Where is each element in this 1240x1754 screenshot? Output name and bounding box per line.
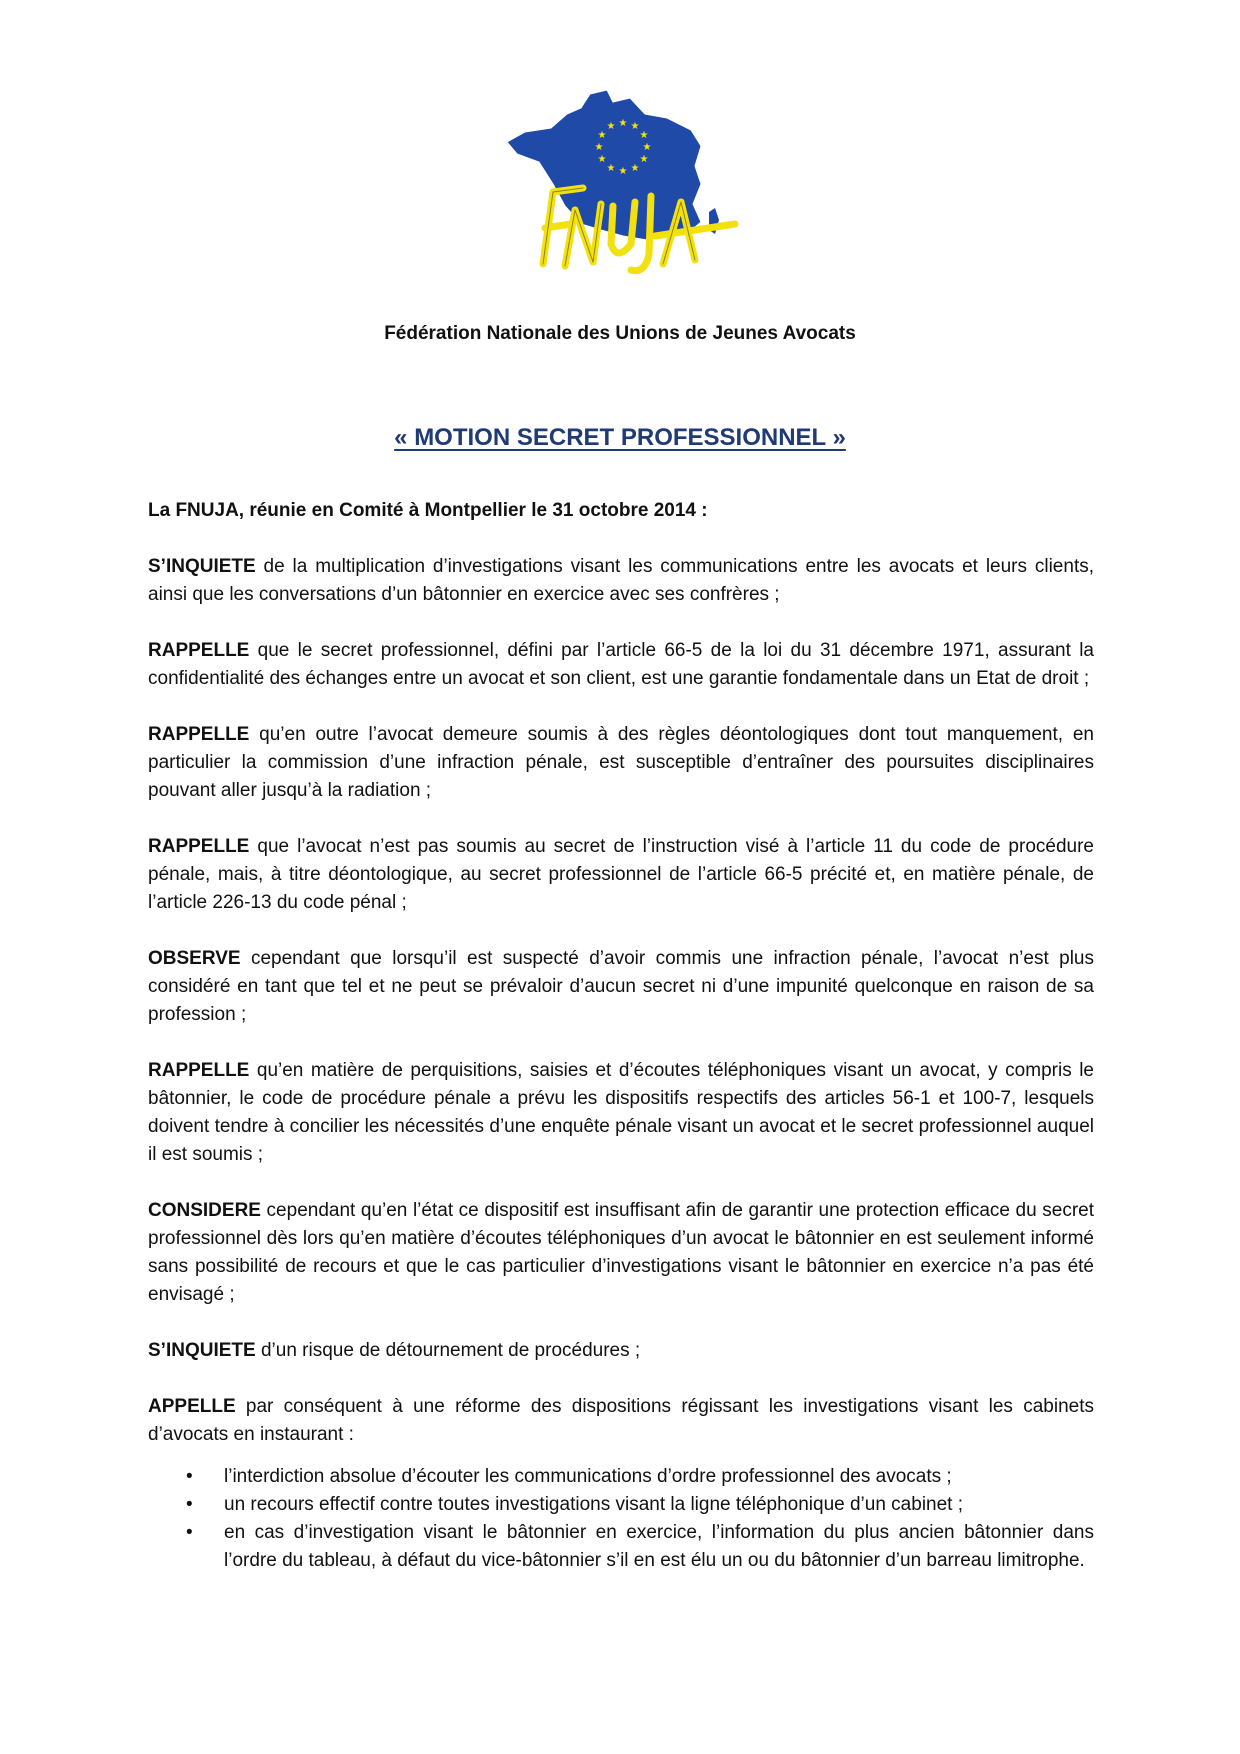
france-map-shape [507, 90, 701, 240]
svg-text:★: ★ [639, 154, 649, 165]
svg-text:★: ★ [594, 142, 604, 153]
bullet-icon: • [186, 1494, 193, 1515]
svg-text:★: ★ [642, 142, 652, 153]
svg-text:★: ★ [618, 166, 628, 177]
paragraph-keyword: RAPPELLE [148, 640, 250, 661]
paragraph [148, 721, 1094, 805]
paragraph-keyword: OBSERVE [148, 948, 241, 969]
intro-line: La FNUJA, réunie en Comité à Montpellier le 31 octobre 2014 : [148, 500, 708, 521]
motion-body [148, 497, 1094, 1575]
paragraph-text: qu’en matière de perquisitions, saisies et d’écoutes téléphoniques visant un avocat, y compris le bâtonnier, le code de procédure pénale a prévu les dispositifs respectifs des articles 56-1 et 100-7, lesquels doivent tendre à concilier les nécessités d’une enquête pénale visant un avocat et le secret professionnel auquel il est soumis ; [148, 1060, 1094, 1165]
paragraph [148, 1337, 1094, 1365]
paragraph-text: de la multiplication d’investigations visant les communications entre les avocats et leurs clients, ainsi que les conversations d’un bâtonnier en exercice avec ses confrères ; [148, 556, 1094, 605]
paragraph-text: par conséquent à une réforme des dispositions régissant les investigations visant les cabinets d’avocats en instaurant : [148, 1396, 1094, 1445]
svg-text:★: ★ [618, 118, 628, 129]
paragraph-keyword: S’INQUIETE [148, 1340, 256, 1361]
paragraph [148, 1197, 1094, 1309]
svg-text:★: ★ [630, 163, 640, 174]
paragraph-keyword: RAPPELLE [148, 724, 250, 745]
paragraph-keyword: APPELLE [148, 1396, 236, 1417]
paragraph [148, 1393, 1094, 1449]
list-item [148, 1463, 1094, 1491]
paragraph [148, 637, 1094, 693]
paragraph-keyword: RAPPELLE [148, 836, 250, 857]
paragraph [148, 945, 1094, 1029]
svg-text:★: ★ [597, 130, 607, 141]
measures-list [148, 1463, 1094, 1575]
bullet-icon: • [186, 1522, 193, 1543]
paragraph-text: que le secret professionnel, défini par l’article 66-5 de la loi du 31 décembre 1971, assurant la confidentialité des échanges entre un avocat et son client, est une garantie fondamentale dans un Etat de droit ; [148, 640, 1094, 689]
paragraph [148, 833, 1094, 917]
paragraph [148, 1057, 1094, 1169]
list-item-text: l’interdiction absolue d’écouter les communications d’ordre professionnel des avocats ; [224, 1466, 952, 1487]
paragraph-text: d’un risque de détournement de procédures ; [255, 1340, 641, 1361]
paragraph-text: cependant qu’en l’état ce dispositif est insuffisant afin de garantir une protection efficace du secret professionnel dès lors qu’en matière d’écoutes téléphoniques d’un avocat le bâtonnier en est seulement informé sans possibilité de recours et que le cas particulier d’investigations visant le bâtonnier en exercice n’a pas été envisagé ; [148, 1200, 1094, 1305]
list-item [148, 1491, 1094, 1519]
svg-text:★: ★ [639, 130, 649, 141]
page-title: « MOTION SECRET PROFESSIONNEL » [394, 424, 846, 451]
bullet-icon: • [186, 1466, 193, 1487]
paragraph-keyword: S’INQUIETE [148, 556, 256, 577]
svg-text:★: ★ [597, 154, 607, 165]
paragraph-text: qu’en outre l’avocat demeure soumis à des règles déontologiques dont tout manquement, en particulier la commission d’une infraction pénale, est susceptible d’entraîner des poursuites disciplinaires pouvant aller jusqu’à la radiation ; [148, 724, 1094, 801]
organization-name: Fédération Nationale des Unions de Jeunes Avocats [384, 323, 856, 344]
svg-text:★: ★ [630, 121, 640, 132]
list-item [148, 1519, 1094, 1575]
list-item-text: un recours effectif contre toutes investigations visant la ligne téléphonique d’un cabinet ; [224, 1494, 964, 1515]
paragraph-text: que l’avocat n’est pas soumis au secret de l’instruction visé à l’article 11 du code de procédure pénale, mais, à titre déontologique, au secret professionnel de l’article 66-5 précité et, en matière pénale, de l’article 226-13 du code pénal ; [148, 836, 1094, 913]
svg-text:★: ★ [606, 121, 616, 132]
fnuja-logo [495, 84, 755, 304]
list-item-text: en cas d’investigation visant le bâtonnier en exercice, l’information du plus ancien bâtonnier dans l’ordre du tableau, à défaut du vice-bâtonnier s’il en est élu un ou du bâtonnier d’un barreau limitrophe. [224, 1522, 1094, 1571]
paragraph-keyword: RAPPELLE [148, 1060, 250, 1081]
paragraph-text: cependant que lorsqu’il est suspecté d’avoir commis une infraction pénale, l’avocat n’est plus considéré en tant que tel et ne peut se prévaloir d’aucun secret ni d’une impunité quelconque en raison de sa profession ; [148, 948, 1094, 1025]
paragraph [148, 553, 1094, 609]
paragraph-keyword: CONSIDERE [148, 1200, 261, 1221]
svg-text:★: ★ [606, 163, 616, 174]
